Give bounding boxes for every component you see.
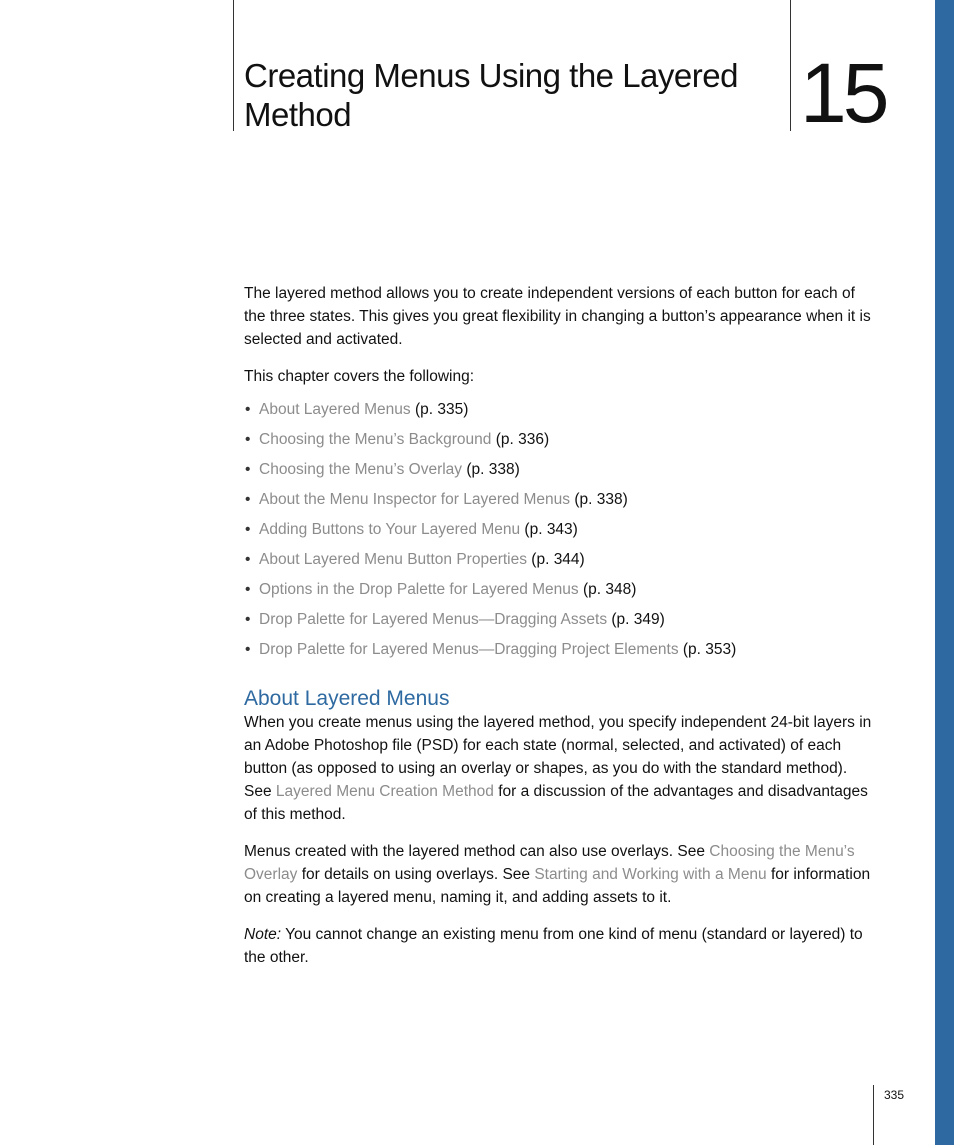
toc-item xyxy=(244,545,876,575)
bullet-icon: • xyxy=(245,551,251,568)
section-paragraph-1 xyxy=(244,711,876,826)
section-heading: About Layered Menus xyxy=(244,687,450,710)
page-number: 335 xyxy=(884,1088,905,1102)
toc-item xyxy=(244,635,876,665)
toc-page: (p. 349) xyxy=(611,611,665,628)
bullet-icon: • xyxy=(245,431,251,448)
layered-menu-creation-method-link[interactable]: Layered Menu Creation Method xyxy=(275,783,494,800)
toc-link[interactable]: Options in the Drop Palette for Layered Menus xyxy=(259,581,579,598)
toc-link[interactable]: About Layered Menu Button Properties xyxy=(259,551,527,568)
toc-link[interactable]: Drop Palette for Layered Menus—Dragging Assets xyxy=(259,611,608,628)
toc-page: (p. 338) xyxy=(574,491,628,508)
section-paragraph-2 xyxy=(244,840,876,909)
text-run: When you create menus using the layered method, you specify independent 24-bit layers in an Adobe Photoshop file (PSD) for each state (normal, selected, and activated) of each button (as opposed to using an overlay or shapes, as you do with the standard method). See xyxy=(244,714,872,800)
bullet-icon: • xyxy=(245,611,251,628)
toc-link[interactable]: Choosing the Menu’s Background xyxy=(259,431,492,448)
bullet-icon: • xyxy=(245,521,251,538)
note-label: Note: xyxy=(244,926,282,943)
toc-link[interactable]: Choosing the Menu’s Overlay xyxy=(259,461,463,478)
chapter-covers-label: This chapter covers the following: xyxy=(244,368,475,385)
toc-page: (p. 343) xyxy=(524,521,578,538)
toc-link[interactable]: About Layered Menus xyxy=(259,401,411,418)
starting-working-menu-link[interactable]: Starting and Working with a Menu xyxy=(534,866,767,883)
footer-rule xyxy=(873,1085,874,1145)
toc-link[interactable]: Adding Buttons to Your Layered Menu xyxy=(259,521,521,538)
text-run: for a discussion of the advantages and disadvantages of this method. xyxy=(244,783,868,823)
bullet-icon: • xyxy=(245,401,251,418)
chapter-number: 15 xyxy=(800,46,886,140)
toc-item xyxy=(244,575,876,605)
bullet-icon: • xyxy=(245,581,251,598)
text-run: Menus created with the layered method can also use overlays. See xyxy=(244,843,710,860)
bullet-icon: • xyxy=(245,491,251,508)
header-rule-left xyxy=(233,0,234,131)
toc-page: (p. 348) xyxy=(582,581,637,598)
toc-item xyxy=(244,605,876,635)
bullet-icon: • xyxy=(245,461,251,478)
toc-page: (p. 335) xyxy=(414,401,469,418)
toc-link[interactable]: Drop Palette for Layered Menus—Dragging Project Elements xyxy=(259,641,679,658)
toc-item xyxy=(244,485,876,515)
intro-paragraph: The layered method allows you to create independent versions of each button for each of the three states. This gives you great flexibility in changing a button’s appearance when it is selected and activated. xyxy=(244,285,871,348)
text-run: for information on creating a layered menu, naming it, and adding assets to it. xyxy=(244,866,871,906)
toc-item xyxy=(244,515,876,545)
choosing-menu-overlay-link[interactable]: Choosing the Menu’s Overlay xyxy=(244,843,855,883)
toc-item xyxy=(244,455,876,485)
header-rule-right xyxy=(790,0,791,131)
note-text: You cannot change an existing menu from one kind of menu (standard or layered) to the other. xyxy=(244,926,863,966)
chapter-toc-list xyxy=(244,395,876,665)
toc-item xyxy=(244,425,876,455)
chapter-title: Creating Menus Using the Layered Method xyxy=(244,57,738,133)
note-paragraph xyxy=(244,923,876,969)
bullet-icon: • xyxy=(245,641,251,658)
text-run: for details on using overlays. See xyxy=(297,866,535,883)
toc-page: (p. 344) xyxy=(531,551,585,568)
main-content xyxy=(244,282,876,969)
toc-item xyxy=(244,395,876,425)
toc-page: (p. 338) xyxy=(466,461,520,478)
toc-link[interactable]: About the Menu Inspector for Layered Menus xyxy=(259,491,571,508)
sidebar-accent-bar xyxy=(935,0,954,1145)
toc-page: (p. 336) xyxy=(495,431,550,448)
toc-page: (p. 353) xyxy=(682,641,737,658)
